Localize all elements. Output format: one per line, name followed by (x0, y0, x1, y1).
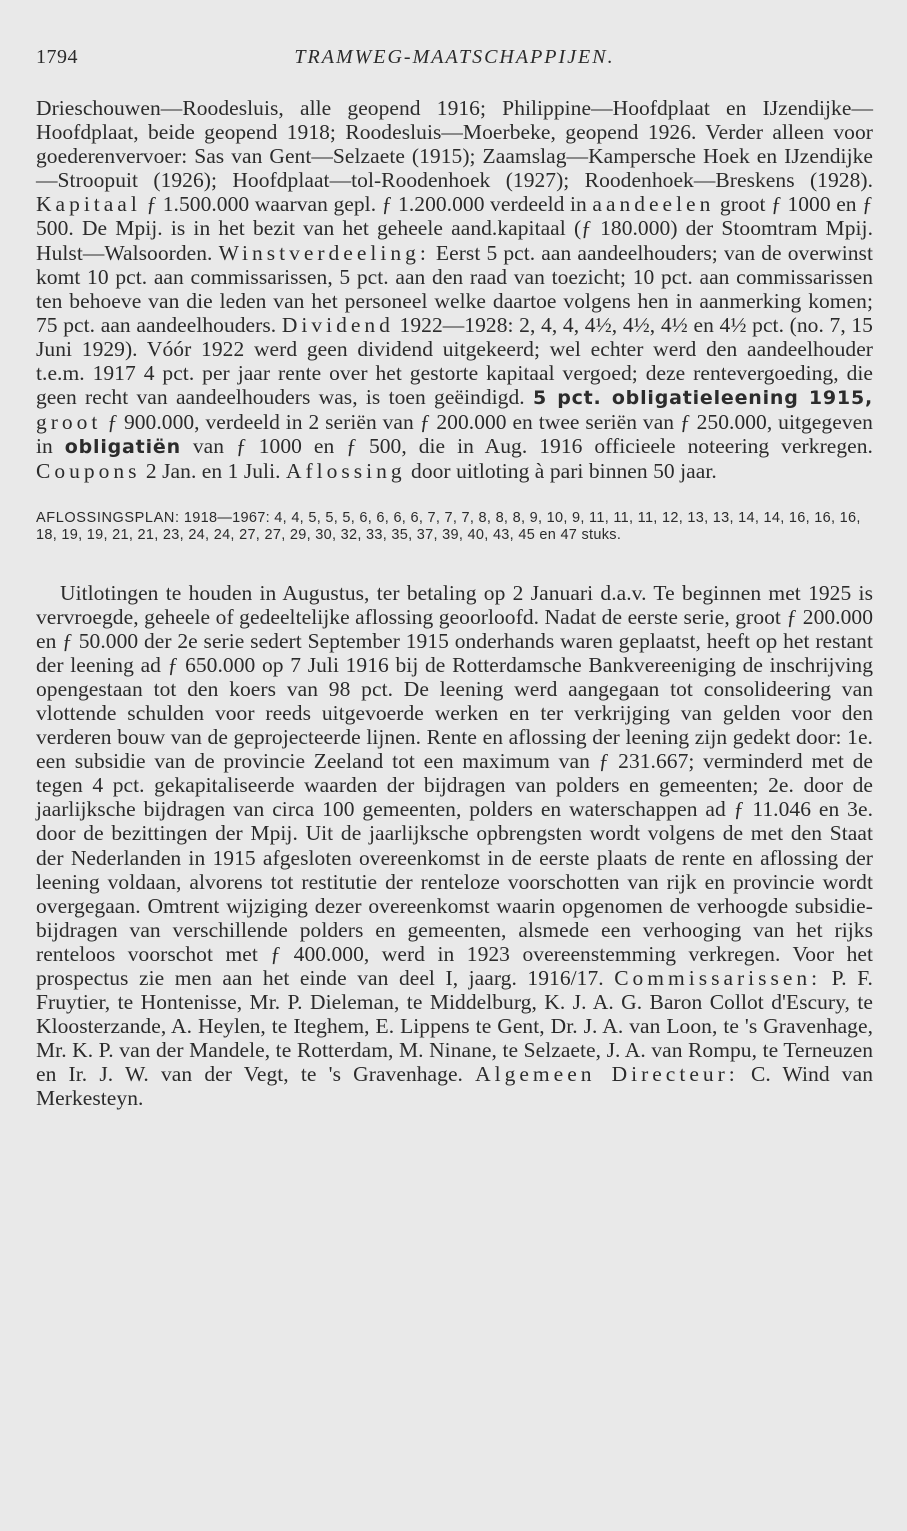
bond-denominations-text: van ƒ 1000 en ƒ 500, die in Aug. 1916 officieele noteering verkregen. (192, 434, 873, 459)
aflossingsplan-label: AFLOSSINGSPLAN: (36, 509, 180, 526)
loan-details-paragraph (36, 581, 873, 1111)
director-text: C. Wind van Merkesteyn. (36, 1062, 873, 1111)
capital-text: ƒ 1.500.000 waarvan gepl. ƒ 1.200.000 verdeeld in (146, 192, 587, 217)
directeur-label: Algemeen Directeur: (475, 1062, 739, 1087)
redemption-schedule (36, 510, 873, 544)
dividend-text: 1922—1928: 2, 4, 4, 4½, 4½, 4½ en 4½ pct. (no. 7, 15 Juni 1929). Vóór 1922 werd geen dividend uitgekeerd; wel echter werd den aandeelhouder t.e.m. 1917 4 pct. per jaar rente over het gestorte kapitaal vergoed; deze rentevergoeding, die geen recht van aandeelhouders was, is toen geëindigd. (36, 312, 873, 410)
loan-details-text: Uitlotingen te houden in Augustus, ter betaling op 2 Januari d.a.v. Te beginnen met 1925 is vervroegde, geheele of gedeeltelijke aflossing geoorloofd. Nadat de eerste serie, groot ƒ 200.000 en ƒ 50.000 der 2e serie sedert September 1915 onderhands waren geplaatst, heeft op het restant der leening ad ƒ 650.000 op 7 Juli 1916 bij de Rotterdamsche Bankvereeniging de inschrijving opengestaan tot den koers van 98 pct. De leening werd aangegaan tot consolideering van vlottende schulden voor reeds uitgevoerde werken en ter verkrijging van gelden voor den verderen bouw van de geprojecteerde lijnen. Rente en aflossing der leening zijn gedekt door: 1e. een subsidie van de provincie Zeeland tot een maximum van ƒ 231.667; verminderd met de tegen 4 pct. gekapitaliseerde waarden der bijdragen van polders en gemeenten; 2e. door de jaarlijksche bijdragen van circa 100 gemeenten, polders en waterschappen ad ƒ 11.046 en 3e. door de bezittingen der Mpij. Uit de jaarlijksche opbrengsten wordt volgens de met den Staat der Nederlanden in 1915 afgesloten overeenkomst in de eerste plaats de rente en aflossing der leening voldaan, alvorens tot restitutie der renteloze voorschotten van rijk en provincie wordt overgegaan. Omtrent wijziging dezer overeenkomst waarin opgenomen de verhoogde subsidie-bijdragen van verschillende polders en gemeenten, alsmede een verhooging van het rijks renteloos voorschot met ƒ 400.000, werd in 1923 overeenstemming verkregen. Voor het prospectus zie men aan het einde van deel I, jaarg. 1916/17. (36, 580, 873, 990)
shares-text: groot ƒ 1000 en ƒ 500. De Mpij. is in het bezit van het geheele aand.kapitaal (ƒ 180.000) der Stoomtram Mpij. Hulst—Walsoorden. (36, 192, 873, 265)
page-header (36, 46, 873, 86)
loan-series-text: ƒ 900.000, verdeeld in 2 seriën van ƒ 200.000 en twee seriën van ƒ 250.000, uitgegeven in (36, 410, 873, 459)
aandeelen-label: aandeelen (592, 192, 715, 217)
coupon-dates-text: 2 Jan. en 1 Juli. (145, 459, 281, 484)
winstverdeeling-label: Winstverdeeling: (218, 240, 430, 265)
running-title: TRAMWEG-MAATSCHAPPIJEN. (294, 46, 615, 68)
groot-label: groot (36, 410, 102, 435)
lines-opened-text: Drieschouwen—Roodesluis, alle geopend 1916; Philippine—Hoofdplaat en IJzendijke—Hoofdplaat, beide geopend 1918; Roodesluis—Moerbeke, geopend 1926. Verder alleen voor goederenvervoer: Sas van Gent—Selzaete (1915); Zaamslag—Kampersche Hoek en IJzendijke—Stroopuit (1926); Hoofdplaat—tol-Roodenhoek (1927); Roodenhoek—Breskens (1928). (36, 96, 873, 193)
redemption-text: door uitloting à pari binnen 50 jaar. (411, 459, 717, 484)
commissarissen-label: Commissarissen: (614, 966, 822, 990)
coupons-label: Coupons (36, 459, 141, 484)
dividend-label: Dividend (281, 312, 394, 337)
kapitaal-label: Kapitaal (36, 192, 141, 217)
aflossing-label: Aflossing (285, 459, 406, 484)
aflossingsplan-text: 1918—1967: 4, 4, 5, 5, 5, 6, 6, 6, 6, 7, 7, 7, 8, 8, 8, 9, 10, 9, 11, 11, 11, 12, 13, 13, 14, 14, 16, 16, 16, 18, 19, 19, 21, 21, 23, 24, 24, 27, 27, 29, 30, 32, 33, 35, 37, 39, 40, 43, 45 en 47 stuks. (36, 509, 861, 543)
profit-distribution-text: Eerst 5 pct. aan aandeelhouders; van de overwinst komt 10 pct. aan commissarissen, 5 pct. aan den raad van toezicht; 10 pct. aan commissarissen ten behoeve van die leden van het personeel welke daartoe volgens hen in aanmerking komen; 75 pct. aan aandeelhouders. (36, 240, 873, 337)
page-number: 1794 (36, 46, 78, 68)
commissioners-text: P. F. Fruytier, te Hontenisse, Mr. P. Dieleman, te Middelburg, K. J. A. G. Baron Collot d'Escury, te Kloosterzande, A. Heylen, te Iteghem, E. Lippens te Gent, Dr. J. A. van Loon, te 's Gravenhage, Mr. K. P. van der Mandele, te Rotterdam, M. Ninane, te Selzaete, J. A. van Rompu, te Terneuzen en Ir. J. W. van der Vegt, te 's Gravenhage. (36, 966, 873, 1087)
company-paragraph (36, 96, 873, 484)
obligatien-label: obligatiën (64, 436, 181, 459)
obligatieleening-label: 5 pct. obligatieleening 1915, (532, 387, 873, 410)
